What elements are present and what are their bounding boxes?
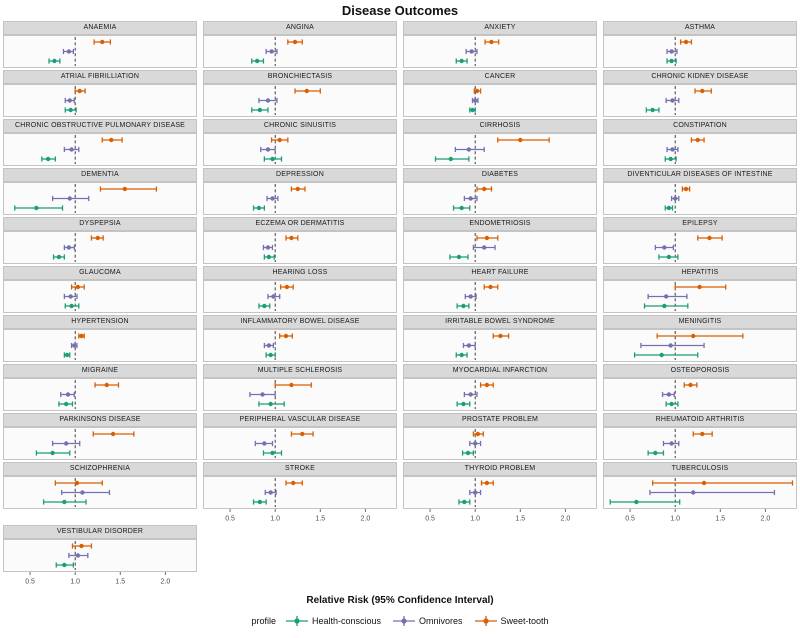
facet-strip-label: HYPERTENSION [3,315,197,329]
legend-pointrange-glyph-omnivores [392,614,416,628]
x-axis-tick-label: 1.5 [515,515,526,523]
x-axis-tick-label: 1.0 [470,515,481,523]
facet-plot [3,476,197,509]
facet-plot [3,378,197,411]
facet-panel-diabetes [403,168,597,215]
facet-plot [603,378,797,411]
facet-panel-constipation [603,119,797,166]
facet-plot [203,476,397,523]
facet-panel-myocardial-infarction [403,364,597,411]
facet-panel-schizophrenia [3,462,197,509]
facet-plot [403,427,597,460]
facet-panel-meningitis [603,315,797,362]
facet-plot [603,280,797,313]
facet-strip-label: DEPRESSION [203,168,397,182]
facet-strip-label: HEPATITIS [603,266,797,280]
x-axis-tick-label: 2.0 [760,515,771,523]
facet-plot [403,84,597,117]
facet-strip-label: BRONCHIECTASIS [203,70,397,84]
facet-strip-label: ANGINA [203,21,397,35]
facet-plot [403,231,597,264]
facet-plot [403,378,597,411]
facet-plot [403,329,597,362]
facet-panel-hypertension [3,315,197,362]
facet-panel-depression [203,168,397,215]
facet-plot [3,427,197,460]
facet-plot [3,133,197,166]
facet-plot [203,280,397,313]
facet-plot [203,231,397,264]
facet-strip-label: TUBERCULOSIS [603,462,797,476]
facet-plot [603,329,797,362]
facet-plot [603,231,797,264]
legend-label: Health-conscious [311,616,381,626]
facet-panel-multiple-schlerosis [203,364,397,411]
facet-strip-label: PARKINSONS DISEASE [3,413,197,427]
x-axis-tick-label: 2.0 [360,515,371,523]
page-title: Disease Outcomes [341,3,459,18]
facet-panel-vestibular-disorder [3,525,197,586]
facet-strip-label: ANAEMIA [3,21,197,35]
facet-strip-label: ATRIAL FIBRILLIATION [3,70,197,84]
facet-panel-osteoporosis [603,364,797,411]
facet-panel-peripheral-vascular-disease [203,413,397,460]
facet-strip-label: RHEUMATOID ARTHRITIS [603,413,797,427]
facet-panel-epilepsy [603,217,797,264]
facet-strip-label: CANCER [403,70,597,84]
facet-grid [0,21,800,586]
facet-plot [603,476,797,523]
facet-strip-label: DEMENTIA [3,168,197,182]
facet-panel-chronic-kidney-disease [603,70,797,117]
facet-panel-stroke [203,462,397,523]
facet-plot [203,84,397,117]
legend-entries [285,614,549,628]
facet-panel-angina [203,21,397,68]
facet-plot [603,427,797,460]
facet-plot [3,231,197,264]
x-axis-tick-label: 1.5 [715,515,726,523]
facet-strip-label: VESTIBULAR DISORDER [3,525,197,539]
facet-panel-chronic-obstructive-pulmonary-disease [3,119,197,166]
legend-entry-sweet-tooth[interactable] [474,614,549,628]
facet-panel-rheumatoid-arthritis [603,413,797,460]
legend [0,614,800,628]
facet-panel-anxiety [403,21,597,68]
facet-plot [403,280,597,313]
facet-strip-label: HEARING LOSS [203,266,397,280]
facet-plot [3,84,197,117]
facet-plot [3,182,197,215]
facet-strip-label: PERIPHERAL VASCULAR DISEASE [203,413,397,427]
legend-label: Sweet-tooth [500,616,549,626]
facet-panel-atrial-fibrilliation [3,70,197,117]
x-axis-tick-label: 1.5 [115,578,126,586]
facet-strip-label: DIVENTICULAR DISEASES OF INTESTINE [603,168,797,182]
facet-strip-label: ENDOMETRIOSIS [403,217,597,231]
facet-plot [603,35,797,68]
facet-strip-label: STROKE [203,462,397,476]
facet-panel-tuberculosis [603,462,797,523]
facet-plot [3,35,197,68]
x-axis-tick-label: 1.0 [270,515,281,523]
x-axis-tick-label: 0.5 [425,515,435,523]
facet-plot [203,329,397,362]
facet-strip-label: GLAUCOMA [3,266,197,280]
facet-strip-label: CHRONIC KIDNEY DISEASE [603,70,797,84]
facet-plot [203,35,397,68]
facet-strip-label: SCHIZOPHRENIA [3,462,197,476]
facet-plot [603,182,797,215]
facet-plot [203,133,397,166]
facet-plot [603,133,797,166]
x-axis-tick-label: 0.5 [225,515,235,523]
facet-panel-dementia [3,168,197,215]
facet-plot [3,539,197,586]
facet-panel-hearing-loss [203,266,397,313]
facet-plot [403,476,597,523]
facet-panel-parkinsons-disease [3,413,197,460]
facet-plot [403,182,597,215]
facet-strip-label: OSTEOPOROSIS [603,364,797,378]
facet-strip-label: DYSPEPSIA [3,217,197,231]
facet-strip-label: DIABETES [403,168,597,182]
facet-strip-label: MULTIPLE SCHLEROSIS [203,364,397,378]
facet-strip-label: CHRONIC SINUSITIS [203,119,397,133]
facet-panel-cirrhosis [403,119,597,166]
facet-panel-inflammatory-bowel-disease [203,315,397,362]
facet-panel-dyspepsia [3,217,197,264]
facet-plot [203,427,397,460]
facet-strip-label: INFLAMMATORY BOWEL DISEASE [203,315,397,329]
facet-strip-label: MENINGITIS [603,315,797,329]
x-axis-title: Relative Risk (95% Confidence Interval) [306,595,494,606]
facet-panel-prostate-problem [403,413,597,460]
facet-strip-label: HEART FAILURE [403,266,597,280]
facet-panel-eczema-or-dermatitis [203,217,397,264]
facet-strip-label: ANXIETY [403,21,597,35]
x-axis-tick-label: 1.5 [315,515,326,523]
legend-title: profile [251,616,276,626]
x-axis-tick-label: 0.5 [25,578,35,586]
facet-panel-bronchiectasis [203,70,397,117]
x-axis-tick-label: 1.0 [670,515,681,523]
facet-strip-label: IRRITABLE BOWEL SYNDROME [403,315,597,329]
facet-plot [3,329,197,362]
facet-panel-diventicular-diseases-of-intestine [603,168,797,215]
facet-plot [203,378,397,411]
facet-panel-cancer [403,70,597,117]
facet-panel-anaemia [3,21,197,68]
legend-pointrange-glyph-sweet-tooth [474,614,498,628]
facet-panel-thyroid-problem [403,462,597,523]
x-axis-tick-label: 2.0 [160,578,171,586]
legend-entry-health-conscious[interactable] [285,614,381,628]
facet-plot [203,182,397,215]
x-axis-tick-label: 0.5 [625,515,635,523]
x-axis-tick-label: 1.0 [70,578,81,586]
facet-plot [3,280,197,313]
facet-panel-chronic-sinusitis [203,119,397,166]
facet-strip-label: MYOCARDIAL INFARCTION [403,364,597,378]
facet-panel-hepatitis [603,266,797,313]
legend-label: Omnivores [419,616,463,626]
x-axis-tick-label: 2.0 [560,515,571,523]
legend-entry-omnivores[interactable] [392,614,463,628]
facet-strip-label: CIRRHOSIS [403,119,597,133]
facet-strip-label: CONSTIPATION [603,119,797,133]
facet-plot [603,84,797,117]
facet-plot [403,133,597,166]
facet-panel-irritable-bowel-syndrome [403,315,597,362]
facet-panel-heart-failure [403,266,597,313]
facet-strip-label: THYROID PROBLEM [403,462,597,476]
facet-strip-label: EPILEPSY [603,217,797,231]
facet-panel-endometriosis [403,217,597,264]
facet-panel-asthma [603,21,797,68]
facet-plot [403,35,597,68]
facet-strip-label: ASTHMA [603,21,797,35]
facet-strip-label: ECZEMA OR DERMATITIS [203,217,397,231]
facet-panel-migraine [3,364,197,411]
facet-panel-glaucoma [3,266,197,313]
facet-strip-label: PROSTATE PROBLEM [403,413,597,427]
facet-strip-label: CHRONIC OBSTRUCTIVE PULMONARY DISEASE [3,119,197,133]
facet-strip-label: MIGRAINE [3,364,197,378]
legend-pointrange-glyph-health-conscious [285,614,309,628]
